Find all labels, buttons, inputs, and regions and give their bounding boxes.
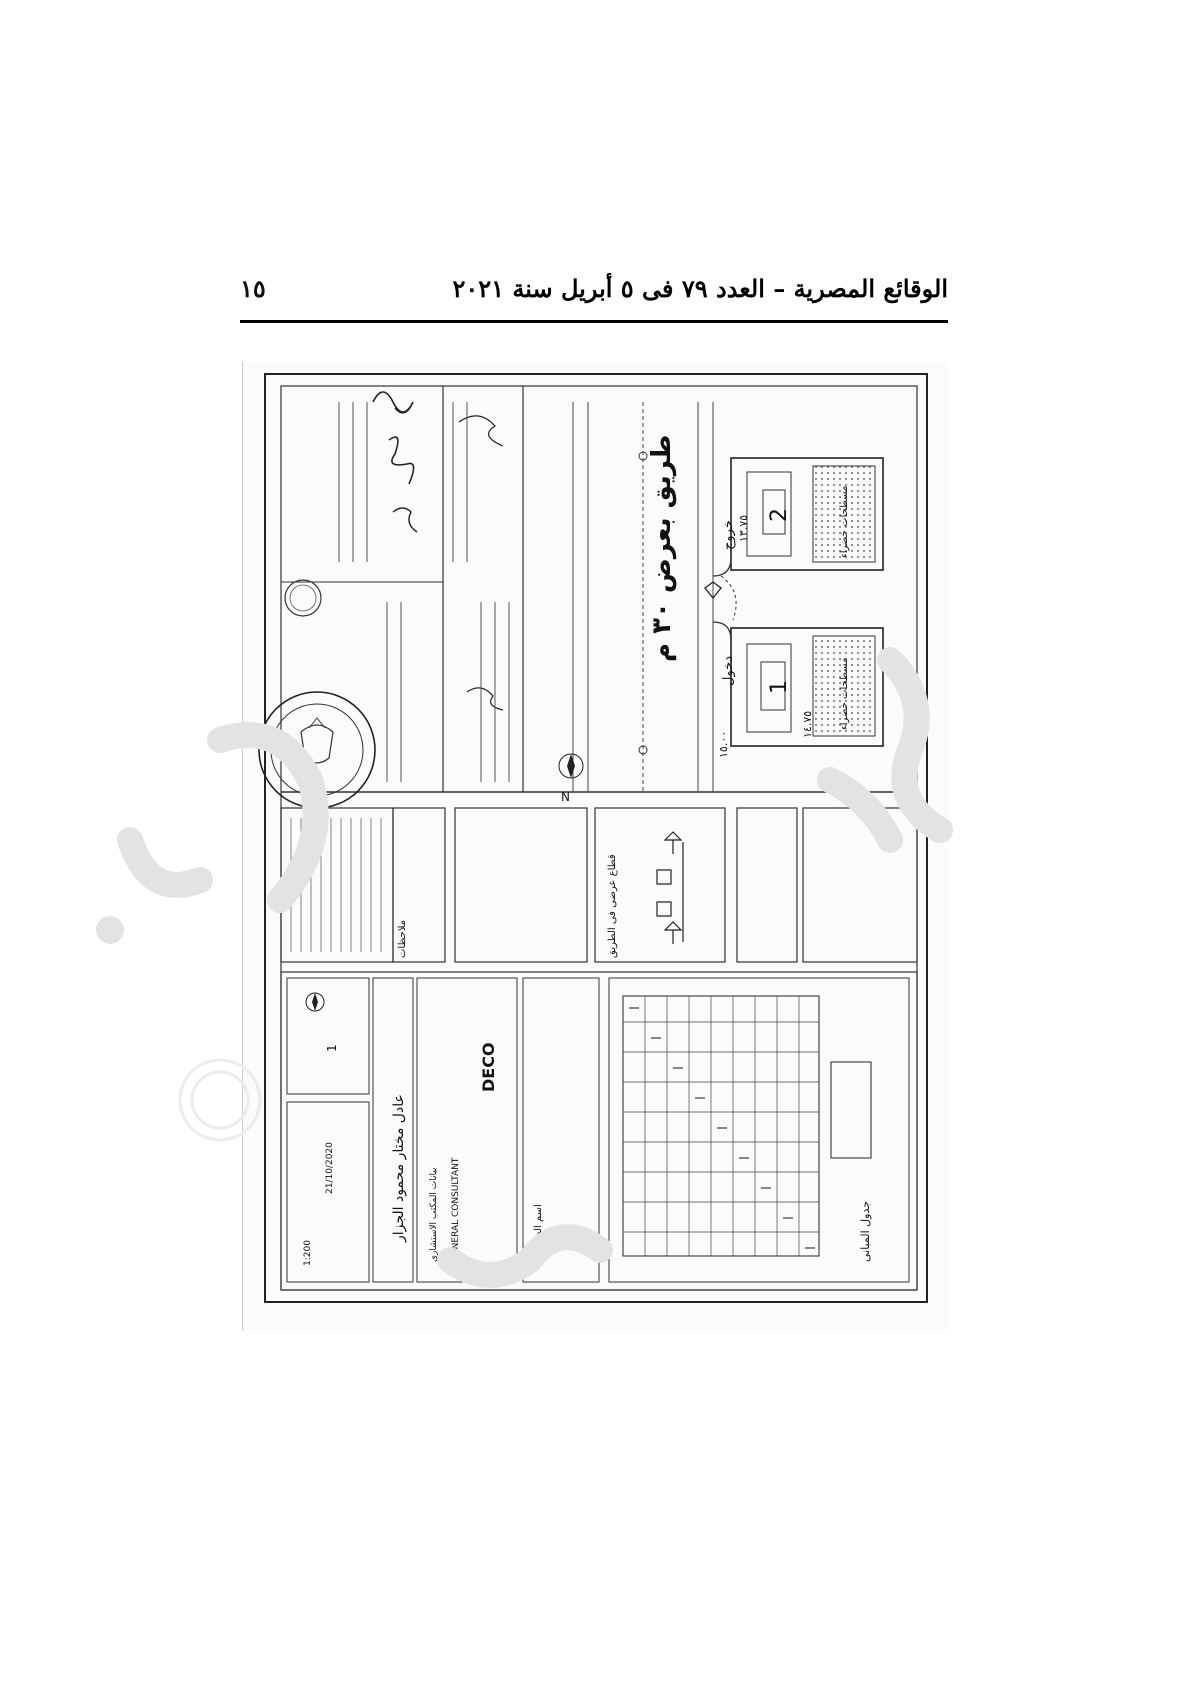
dimension-label-2: ١٣.٧٥ [737,514,750,542]
gazette-title: الوقائع المصرية – العدد ٧٩ فى ٥ أبريل سنة ٢٠٢١ [452,274,948,303]
signature-2 [389,437,414,484]
sheet-number: 1 [325,1044,339,1052]
consultant-en: GENERAL CONSULTANT [451,1157,461,1262]
deco-logo: DECO [479,1042,498,1092]
drawing-date: 21/10/2020 [325,1142,335,1194]
road-label: طريق بعرض ٣٠ م [647,434,677,662]
plot-2-number: 2 [767,508,792,522]
sheet-info-box [287,978,369,1094]
dimension-label-1: ١٤.٧٥ [801,710,814,738]
scale-value: 1:200 [303,1240,313,1266]
section-caption: قطاع عرضى فى الطريق [607,854,618,958]
header-rule [240,320,948,323]
notes-caption: ملاحظات [397,919,408,958]
signature-1 [373,392,413,413]
green-area-label-2: مسطحات خضراء [839,485,850,558]
project-label: اسم المشروع [533,1204,544,1262]
north-label: N [561,790,570,804]
page-number: ١٥ [240,274,266,303]
table-caption: جدول المبانى [859,1200,872,1262]
owner-name: عادل مختار محمود الجزار [391,1094,407,1242]
exit-label: خروج [721,520,736,550]
official-seal [259,692,375,808]
gazette-header [240,268,948,324]
notes-panel [281,808,393,962]
entrance-label: دخول [721,656,736,686]
dimension-label-3: ١٥.٠٠ [717,730,730,758]
scanned-site-plan [242,362,949,1330]
stamp-box [831,1062,871,1158]
consultant-label: بيانات المكتب الاستشارى [429,1167,439,1262]
green-area-label-1: مسطحات خضراء [839,657,850,730]
plot-1-number: 1 [767,680,792,694]
